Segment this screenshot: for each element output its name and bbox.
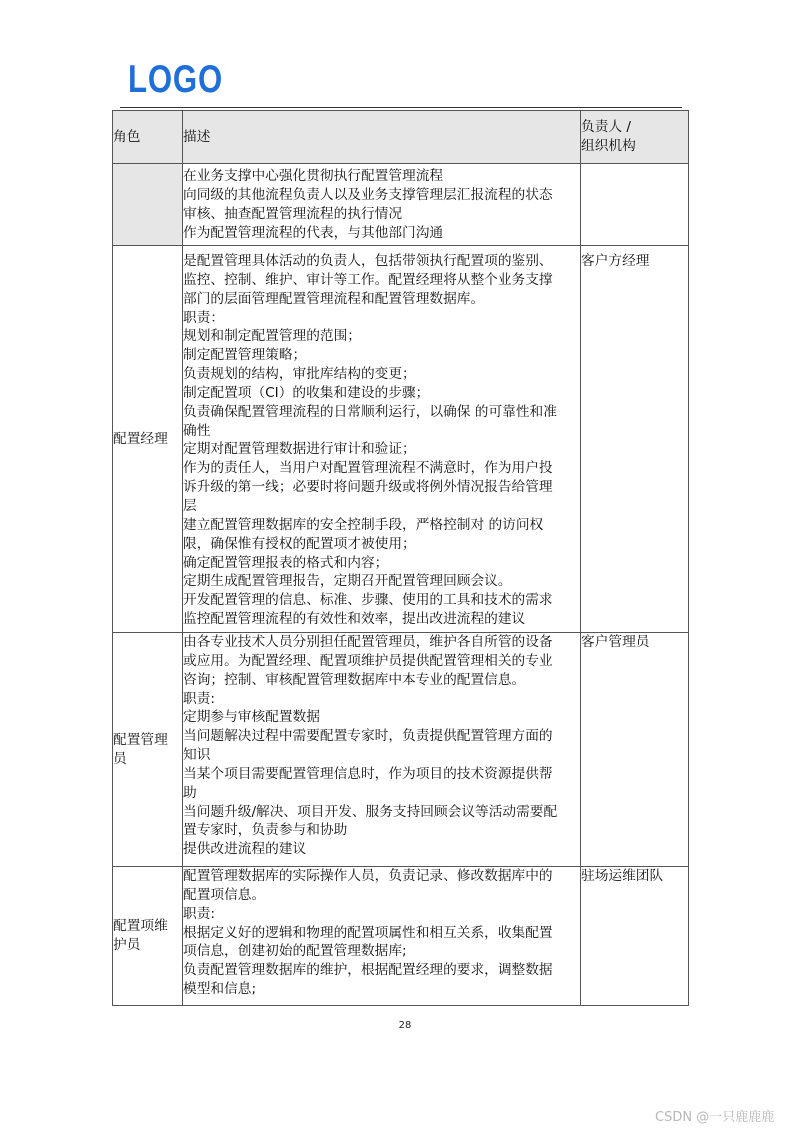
- table-header-owner: [581, 111, 689, 164]
- table-row: [113, 867, 689, 1006]
- description-line: 咨询；控制、审核配置管理数据库中本专业的配置信息。: [183, 671, 526, 688]
- description-cell: [183, 164, 581, 246]
- owner-cell: [581, 246, 689, 633]
- owner-label: 客户方经理: [581, 253, 650, 269]
- table-row: [113, 633, 689, 867]
- role-cell: [113, 246, 183, 633]
- description-line: 审核、抽查配置管理流程的执行情况: [183, 205, 403, 222]
- description-line: 限，确保惟有授权的配置项才被使用；: [183, 535, 416, 552]
- description-line: 作为的责任人，当用户对配置管理流程不满意时，作为用户投: [183, 460, 553, 477]
- description-line: 配置项信息。: [183, 886, 266, 903]
- role-label: 员: [113, 750, 127, 767]
- table-header-row: [113, 111, 689, 164]
- description-line: 定期对配置管理数据进行审计和验证；: [183, 441, 416, 458]
- page-number: 28: [398, 1020, 412, 1031]
- owner-label: 驻场运维团队: [581, 868, 664, 884]
- description-line: 确定配置管理报表的格式和内容；: [183, 554, 389, 571]
- description-line: 制定配置项（CI）的收集和建设的步骤；: [183, 384, 430, 401]
- description-cell: [183, 867, 581, 1006]
- owner-cell: [581, 867, 689, 1006]
- description-line: 开发配置管理的信息、标准、步骤、使用的工具和技术的需求: [183, 592, 553, 609]
- header-owner-label: 负责人 /: [581, 119, 632, 136]
- header-owner-label: 组织机构: [581, 138, 636, 154]
- description-line: 职责:: [183, 905, 215, 922]
- watermark: CSDN @一只鹿鹿鹿: [655, 1110, 775, 1125]
- description-line: 负责确保配置管理流程的日常顺利运行，以确保 的可靠性和准: [183, 403, 557, 420]
- description-line: 制定配置管理策略；: [183, 347, 307, 364]
- description-line: 当某个项目需要配置管理信息时，作为项目的技术资源提供帮: [183, 765, 553, 782]
- logo: LOGO: [128, 58, 224, 101]
- description-line: 负责规划的结构，审批库结构的变更；: [183, 366, 416, 383]
- description-cell: [183, 633, 581, 867]
- description-line: 规划和制定配置管理的范围；: [183, 328, 361, 345]
- description-line: 项信息，创建初始的配置管理数据库;: [183, 943, 407, 960]
- role-cell: [113, 633, 183, 867]
- role-label: 配置管理: [113, 731, 168, 748]
- role-label: 配置项维: [113, 918, 168, 935]
- description-line: 知识: [183, 747, 211, 764]
- table-row: [113, 164, 689, 246]
- description-line: 定期生成配置管理报告，定期召开配置管理回顾会议。: [183, 573, 512, 590]
- description-line: 部门的层面管理配置管理流程和配置管理数据库。: [183, 290, 485, 307]
- owner-label: 客户管理员: [581, 634, 650, 650]
- table-row: [113, 246, 689, 633]
- role-cell: [113, 164, 183, 246]
- description-line: 当问题解决过程中需要配置专家时，负责提供配置管理方面的: [183, 728, 553, 745]
- description-line: 监控、控制、维护、审计等工作。配置经理将从整个业务支撑: [183, 271, 553, 288]
- description-line: 定期参与审核配置数据: [183, 709, 320, 726]
- role-label: 配置经理: [113, 430, 168, 447]
- description-line: 诉升级的第一线；必要时将问题升级或将例外情况报告给管理: [183, 479, 553, 496]
- description-line: 提供改进流程的建议: [183, 841, 307, 858]
- description-line: 作为配置管理流程的代表，与其他部门沟通: [183, 224, 444, 241]
- description-line: 配置管理数据库的实际操作人员，负责记录、修改数据库中的: [183, 868, 553, 884]
- header-description-label: 描述: [183, 128, 211, 145]
- roles-table: [112, 110, 689, 1006]
- description-line: 在业务支撑中心强化贯彻执行配置管理流程: [183, 168, 444, 184]
- description-line: 或应用。为配置经理、配置项维护员提供配置管理相关的专业: [183, 652, 553, 669]
- description-line: 置专家时，负责参与和协助: [183, 822, 348, 839]
- description-line: 建立配置管理数据库的安全控制手段，严格控制对 的访问权: [183, 516, 544, 533]
- description-line: 当问题升级/解决、项目开发、服务支持回顾会议等活动需要配: [183, 803, 558, 820]
- description-line: 向同级的其他流程负责人以及业务支撑管理层汇报流程的状态: [183, 186, 553, 203]
- description-line: 助: [183, 784, 197, 801]
- table-header-description: [183, 111, 581, 164]
- role-cell: [113, 867, 183, 1006]
- header-role-label: 角色: [113, 128, 141, 145]
- table-header-role: [113, 111, 183, 164]
- description-line: 是配置管理具体活动的负责人，包括带领执行配置项的鉴别、: [183, 253, 553, 269]
- description-line: 职责:: [183, 690, 215, 707]
- description-line: 确性: [183, 422, 211, 439]
- description-line: 层: [183, 497, 197, 514]
- header-divider: [120, 107, 682, 108]
- description-line: 模型和信息;: [183, 981, 257, 998]
- description-line: 监控配置管理流程的有效性和效率，提出改进流程的建议: [183, 611, 526, 628]
- description-line: 根据定义好的逻辑和物理的配置项属性和相互关系，收集配置: [183, 924, 553, 941]
- role-label: 护员: [113, 937, 141, 953]
- owner-cell: [581, 633, 689, 867]
- description-line: 职责：: [183, 309, 225, 326]
- description-cell: [183, 246, 581, 633]
- owner-cell: [581, 164, 689, 246]
- description-line: 由各专业技术人员分别担任配置管理员，维护各自所管的设备: [183, 634, 553, 650]
- description-line: 负责配置管理数据库的维护，根据配置经理的要求，调整数据: [183, 962, 553, 979]
